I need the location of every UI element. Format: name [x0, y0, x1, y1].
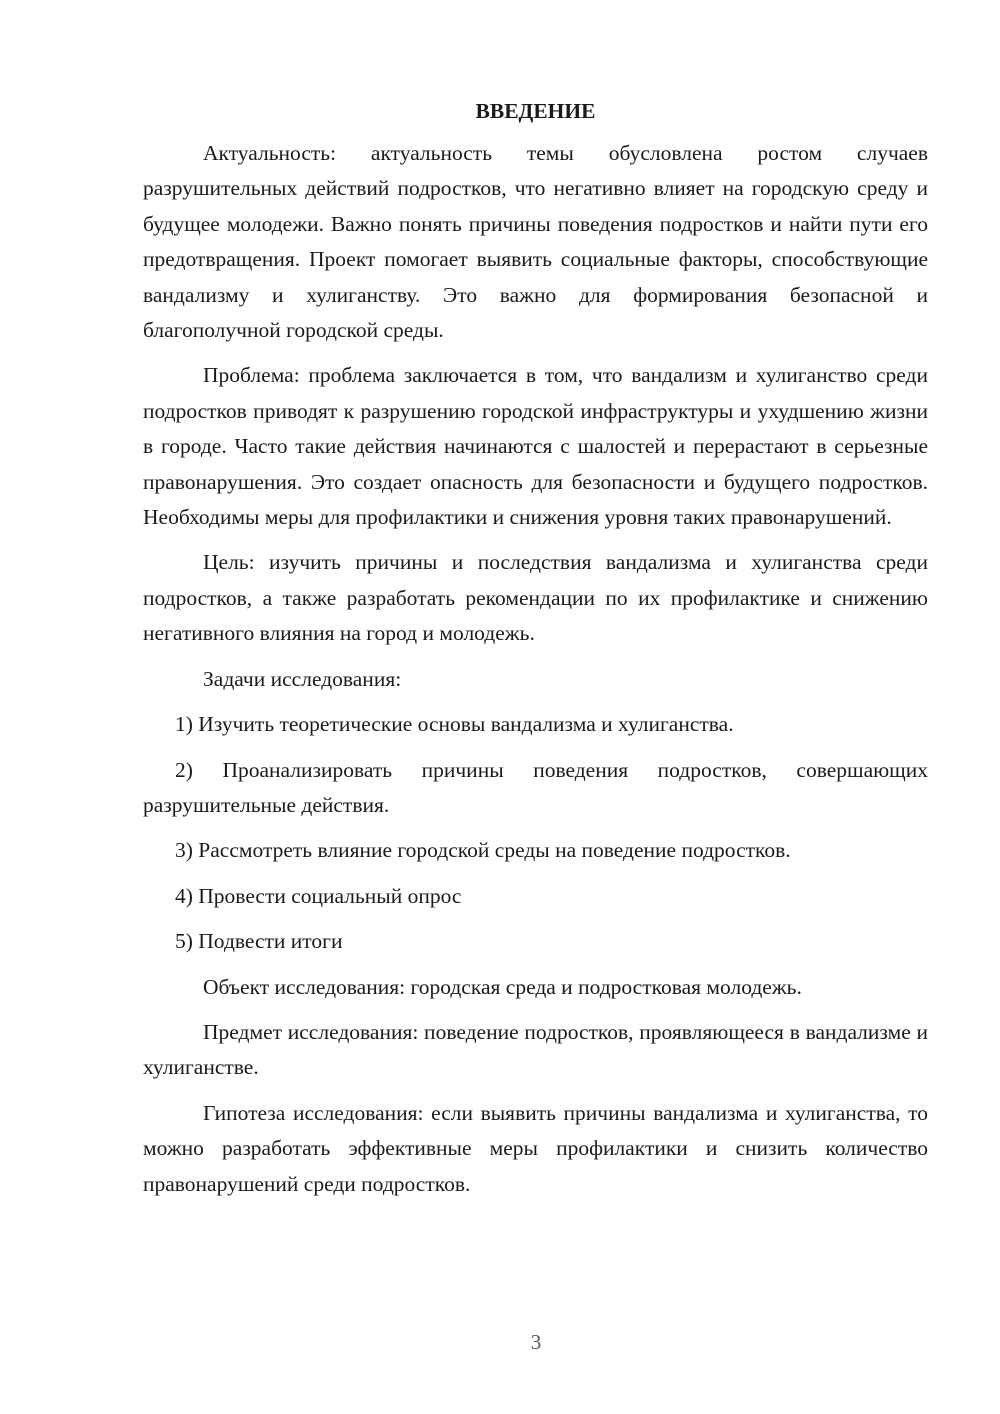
tasks-heading: Задачи исследования:	[203, 666, 402, 691]
section-title: ВВЕДЕНИЕ	[475, 99, 596, 123]
task-item: 4) Провести социальный опрос	[175, 883, 462, 908]
document-page	[143, 96, 928, 1212]
problem-paragraph: Проблема: проблема заключается в том, что вандализм и хулиганство среди подростков приводят к разрушению городской инфраструктуры и ухудшению жизни в городе. Часто такие действия начинаются с шалостей и перерастают в серьезные правонарушения. Это создает опасность для безопасности и будущего подростков. Необходимы меры для профилактики и снижения уровня таких правонарушений.	[143, 363, 928, 530]
task-item: 1) Изучить теоретические основы вандализма и хулиганства.	[175, 712, 734, 737]
subject-paragraph: Предмет исследования: поведение подростков, проявляющееся в вандализме и хулиганстве.	[143, 1019, 928, 1080]
relevance-paragraph: Актуальность: актуальность темы обусловлена ростом случаев разрушительных действий подростков, что негативно влияет на городскую среду и будущее молодежи. Важно понять причины поведения подростков и найти пути его предотвращения. Проект помогает выявить социальные факторы, способствующие вандализму и хулиганству. Это важно для формирования безопасной и благополучной городской среды.	[143, 141, 928, 343]
task-item: 3) Рассмотреть влияние городской среды на поведение подростков.	[175, 838, 791, 863]
object-paragraph: Объект исследования: городская среда и подростковая молодежь.	[203, 974, 802, 999]
tasks-list	[143, 707, 928, 959]
goal-paragraph: Цель: изучить причины и последствия вандализма и хулиганства среди подростков, а также разработать рекомендации по их профилактике и снижению негативного влияния на город и молодежь.	[143, 550, 928, 646]
page-number: 3	[530, 1330, 542, 1354]
hypothesis-paragraph: Гипотеза исследования: если выявить причины вандализма и хулиганства, то можно разработать эффективные меры профилактики и снизить количество правонарушений среди подростков.	[143, 1100, 928, 1196]
task-item: 2) Проанализировать причины поведения подростков, совершающих разрушительные действия.	[143, 757, 928, 817]
task-item: 5) Подвести итоги	[175, 929, 343, 954]
